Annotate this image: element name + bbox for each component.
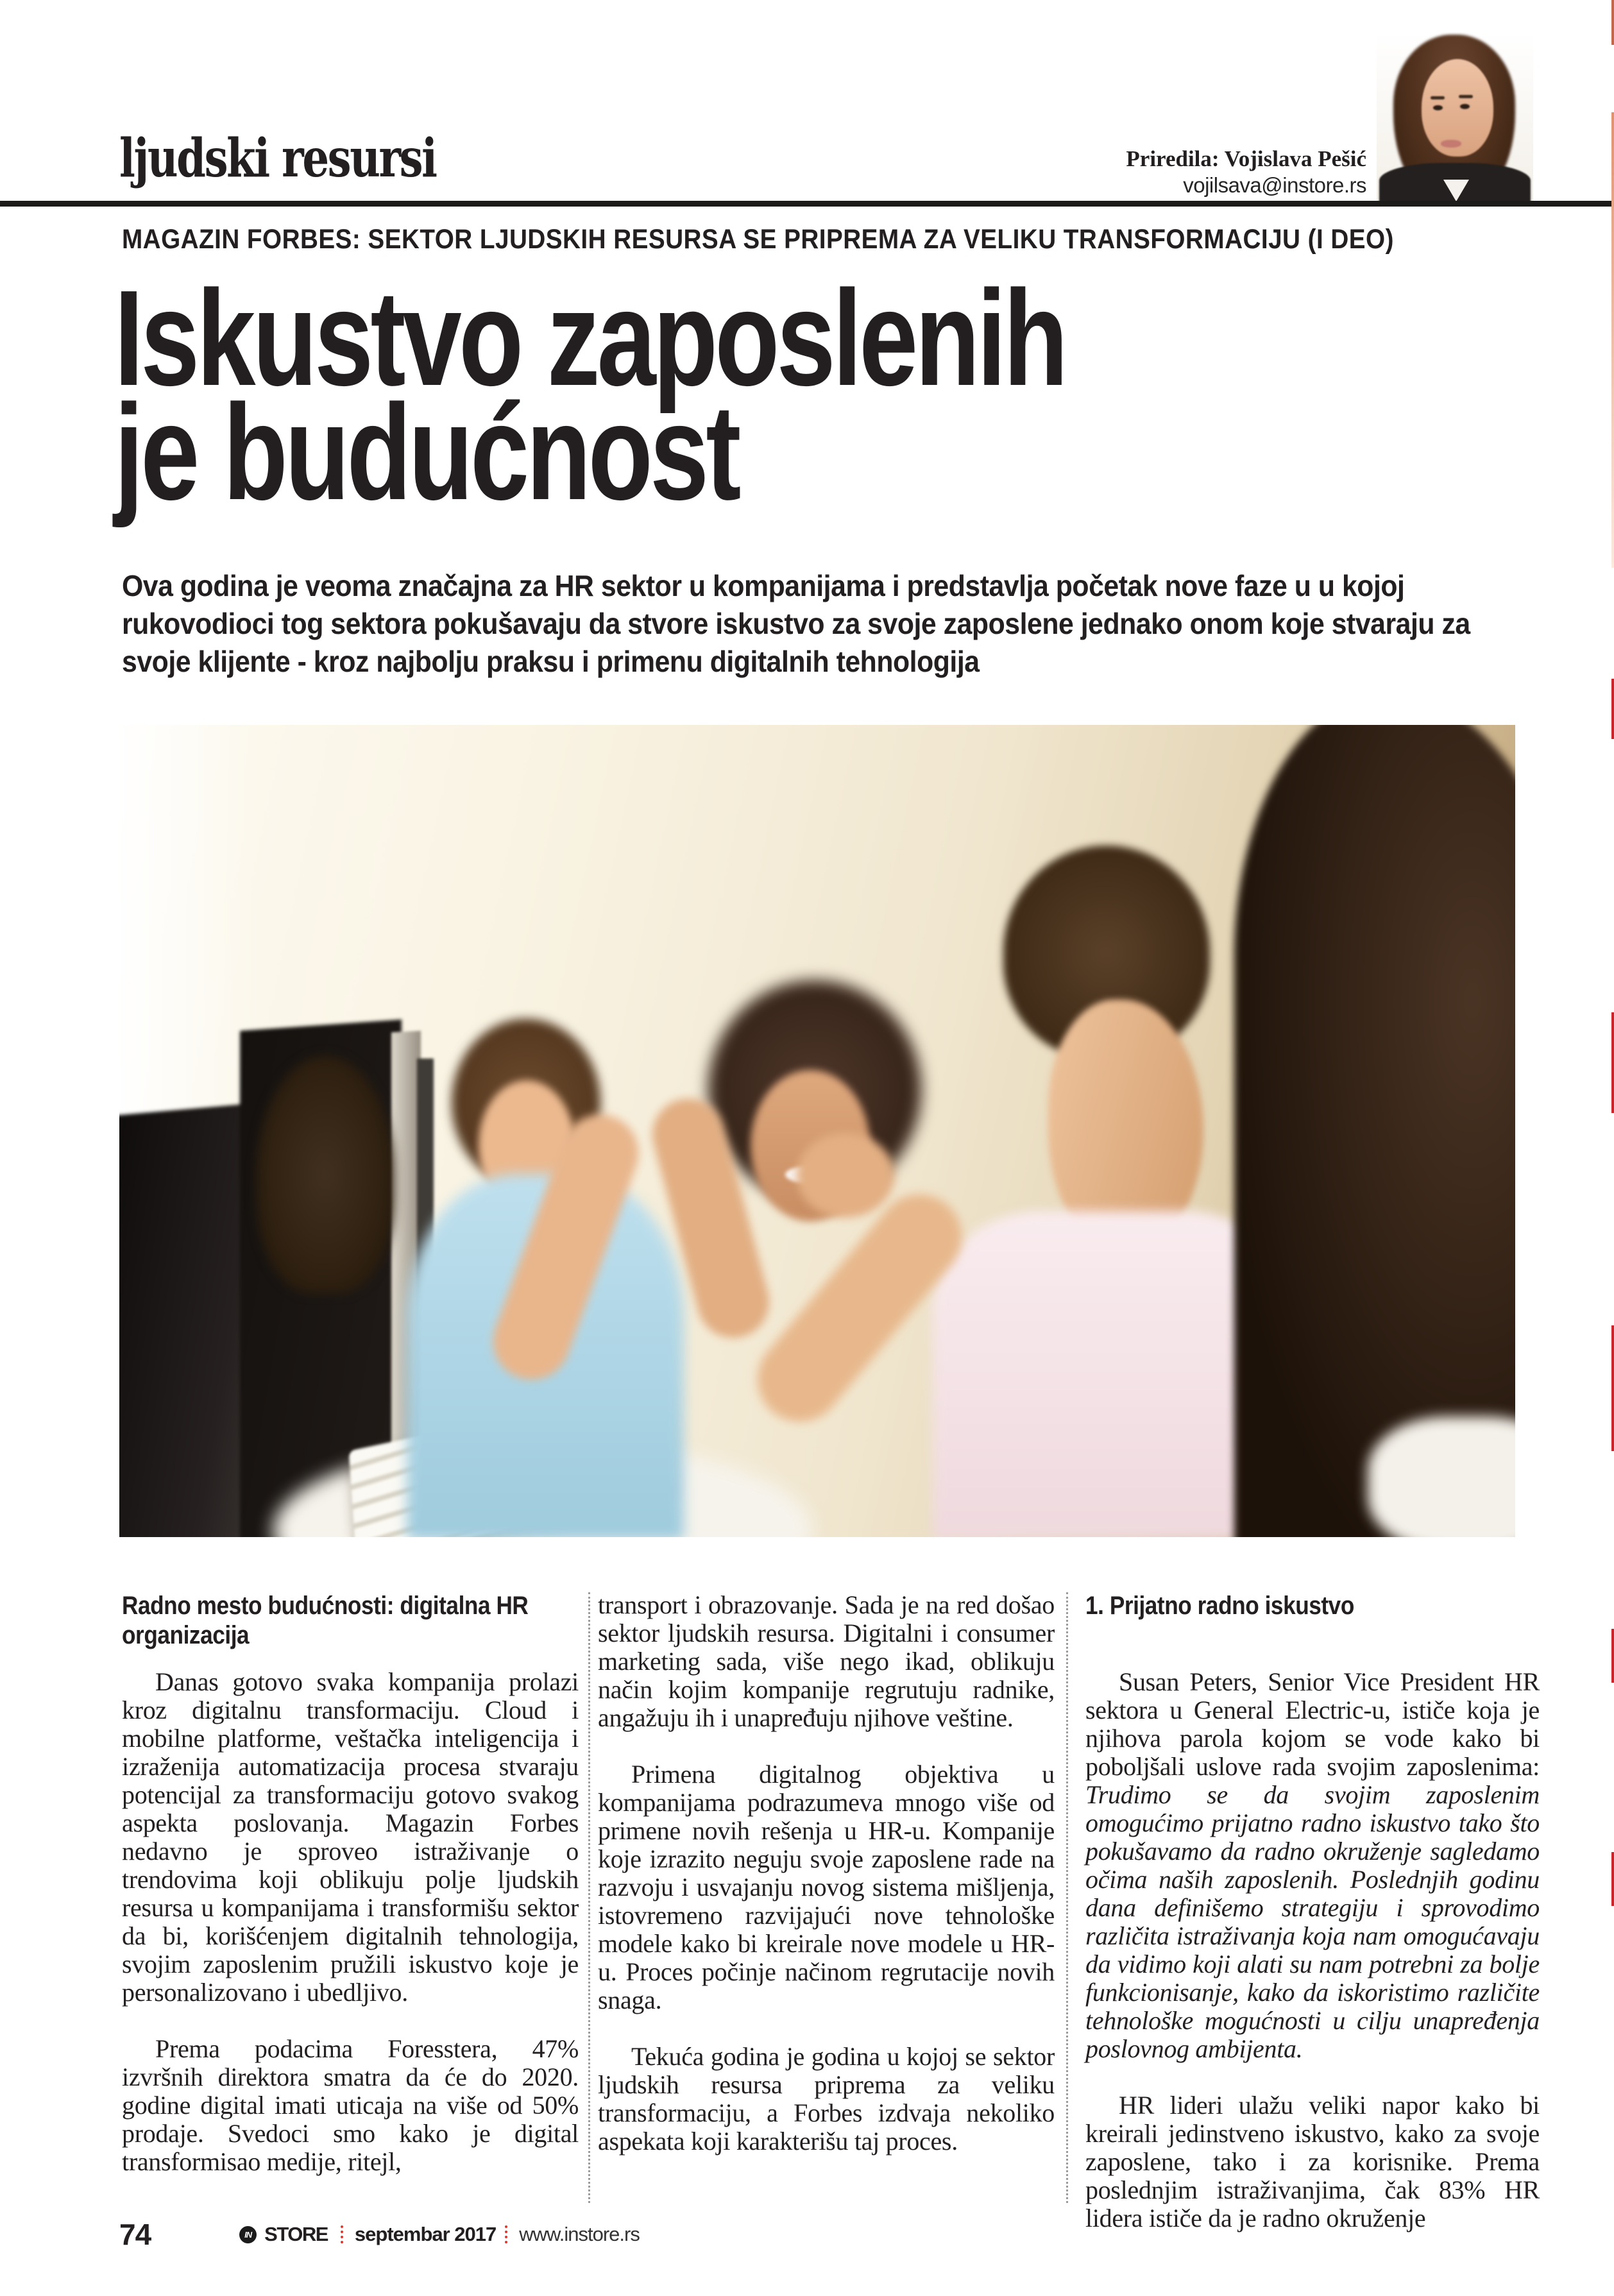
headshot-eyebrow [1459, 95, 1473, 98]
headshot-eye [1460, 104, 1470, 109]
paragraph: Tekuća godina je godina u kojoj se sektor ljudskih resursa priprema za veliku transformaciju, a Forbes izdvaja nekoliko aspekata koji karakterišu taj proces. [598, 2042, 1055, 2156]
instore-logo-icon: IN [239, 2226, 257, 2243]
paragraph-quote: Trudimo se da svojim zaposlenim omogućimo prijatno radno iskustvo tako što pokušavamo da radno okruženje sagledamo očima naših zaposlenih. Poslednjih godinu dana definišemo strategiju i sprovodimo različita istraživanja koja nam omogućavaju da vidimo koji alati su nam potrebni za bolje funkcionisanje, kako da iskoristimo različite tehnološke mogućnosti u cilju unapređenja poslovnog ambijenta. [1085, 1780, 1540, 2063]
photo-foreground-shoulder [1368, 1416, 1515, 1537]
section-label: ljudski resursi [119, 128, 436, 189]
paragraph: Danas gotovo svaka kompanija prolazi kroz digitalnu transformaciju. Cloud i mobilne platforme, veštačka inteligencija i izraženija automatizacija procesa stvaraju potencijal za transformaciju gotovo svakog aspekta poslovanja. Magazin Forbes nedavno je sproveo istraživanje o trendovima koji oblikuju polje ljudskih resursa u kompanijama i transformišu sektor da bi, korišćenjem digitalnih tehnologija, svojim zaposlenim pružili iskustvo koje je personalizovano i ubedljivo. [122, 1667, 579, 2007]
column-2 [598, 1591, 1055, 2156]
paragraph: HR lideri ulažu veliki napor kako bi kreirali jedinstveno iskustvo, kako za svoje zaposlene, tako i za korisnike. Prema poslednjim istraživanjima, čak 83% HR lidera ističe da je radno okruženje [1085, 2091, 1540, 2232]
header-rule [0, 201, 1614, 207]
column-1-heading: Radno mesto budućnosti: digitalna HR organizacija [122, 1592, 529, 1649]
footer-separator-icon [341, 2225, 343, 2243]
page-number: 74 [119, 2218, 151, 2251]
photo-man-fist [797, 1133, 894, 1218]
paragraph [1085, 1668, 1540, 2063]
issue-date: septembar 2017 [354, 2223, 497, 2245]
article-photo [119, 725, 1515, 1537]
bleed-mark [1611, 679, 1614, 739]
bleed-mark [1611, 1629, 1614, 1683]
author-headshot-photo [1377, 32, 1533, 201]
paragraph: Prema podacima Foresstera, 47% izvršnih direktora smatra da će do 2020. godine digital imati uticaja na više od 50% prodaje. Svedoci smo kako je digital transformisao medije, ritejl, [122, 2034, 579, 2176]
page-footer [119, 2220, 640, 2249]
column-1 [122, 1591, 579, 2176]
paragraph-intro: Susan Peters, Senior Vice President HR sektora u General Electric-u, ističe koja je njihova parola kojom se vode kako bi poboljšali uslove rada svojim zaposlenima: [1085, 1667, 1540, 1781]
byline [1126, 146, 1366, 198]
kicker: MAGAZIN FORBES: SEKTOR LJUDSKIH RESURSA SE PRIPREMA ZA VELIKU TRANSFORMACIJU (I DEO) [122, 224, 1394, 255]
headshot-lips [1441, 140, 1461, 148]
headshot-eye [1433, 105, 1443, 110]
bleed-mark [1611, 1012, 1614, 1113]
website-url: www.instore.rs [519, 2223, 640, 2245]
byline-email: vojilsava@instore.rs [1183, 173, 1366, 197]
paragraph: Primena digitalnog objektiva u kompanijama podrazumeva mnogo više od primene novih rešenja u HR-u. Kompanije koje izrazito neguju svoje zaposlene rade na razvoju i usvajanju novog sistema mišljenja, istovremeno razvijajući nove tehnološke modele kako bi kreirale nove modele u HR-u. Proces počinje načinom regrutacije novih snaga. [598, 1760, 1055, 2014]
column-divider [588, 1592, 590, 2203]
column-3 [1085, 1591, 1540, 2232]
bleed-mark [1611, 0, 1614, 45]
bleed-mark [1611, 112, 1614, 568]
headline [114, 262, 1066, 528]
bleed-mark [1611, 1325, 1614, 1451]
headshot-eyebrow [1431, 96, 1445, 99]
column-3-heading: 1. Prijatno radno iskustvo [1085, 1592, 1354, 1620]
column-divider [1066, 1592, 1068, 2203]
photo-person-left-hair [257, 1056, 394, 1293]
byline-author: Priredila: Vojislava Pešić [1126, 146, 1366, 171]
headline-line1: Iskustvo zaposlenih [114, 262, 1066, 414]
paragraph: transport i obrazovanje. Sada je na red došao sektor ljudskih resursa. Digitalni i consumer marketing sada, više nego ikad, oblikuju način kojim kompanije regrutuju radnike, angažuju ih i unapređuju njihove veštine. [598, 1590, 1055, 1732]
headline-line2: je budućnost [114, 376, 738, 528]
bleed-mark [1611, 1852, 1614, 1906]
photo-foreground-head [1234, 725, 1515, 1537]
instore-logo-text: STORE [264, 2223, 328, 2245]
lead-paragraph: Ova godina je veoma značajna za HR sektor u kompanijama i predstavlja početak nove faze u u kojoj rukovodioci tog sektora pokušavaju da stvore iskustvo za svoje zaposlene jednako onom koje stvaraju za svoje klijente - kroz najbolju praksu i primenu digitalnih tehnologija [122, 569, 1470, 678]
footer-separator-icon [505, 2225, 507, 2243]
